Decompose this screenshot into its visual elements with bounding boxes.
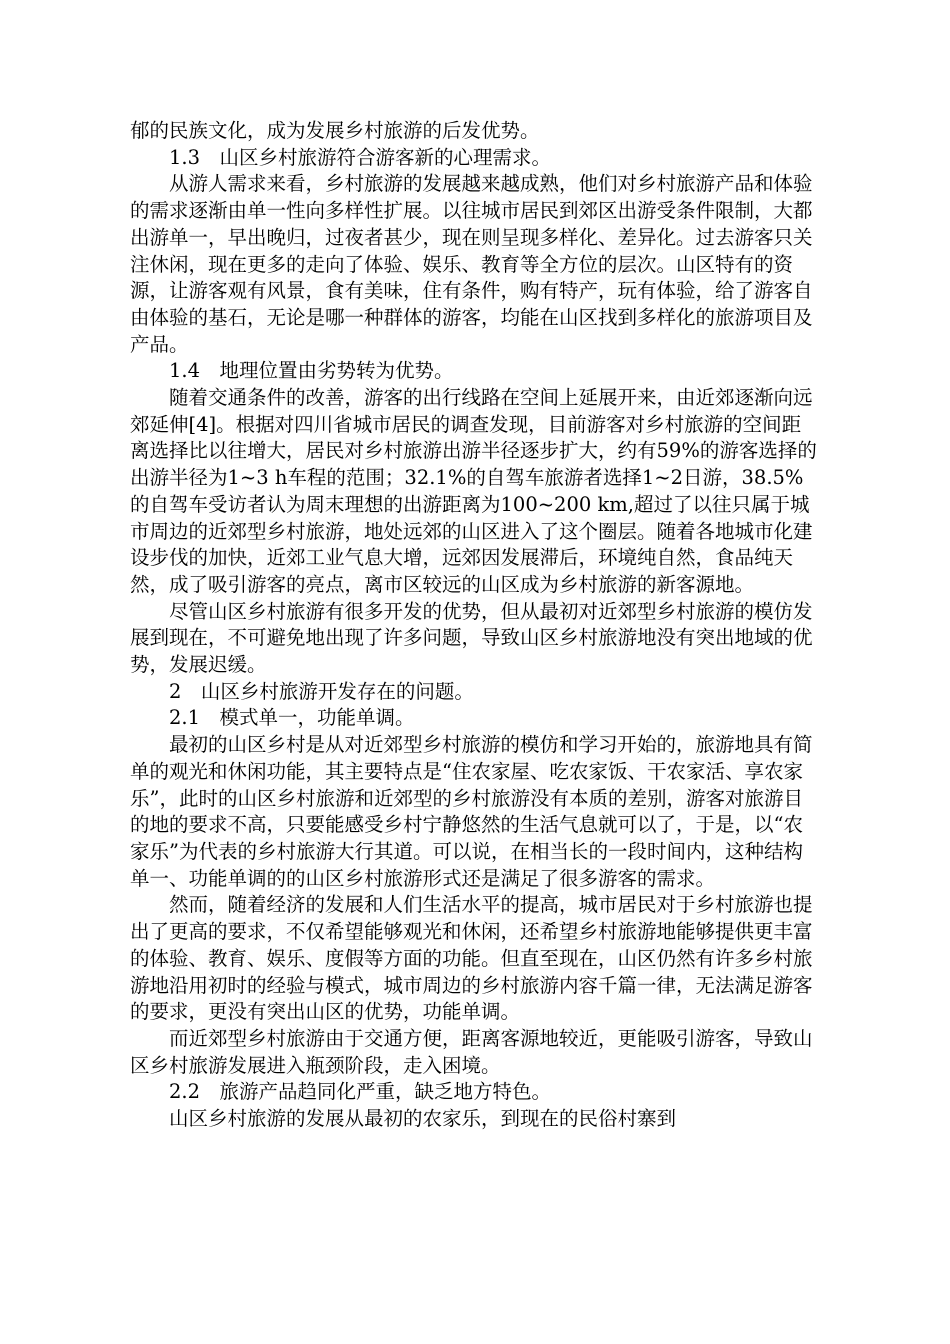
paragraph-higher-demand: 然而，随着经济的发展和人们生活水平的提高，城市居民对于乡村旅游也提出了更高的要求，不仅希望能够观光和休闲，还希望乡村旅游地能够提供更丰富的体验、教育、娱乐、度假等方面的功能。但直至现在，山区仍然有许多乡村旅游地沿用初时的经验与模式，城市周边的乡村旅游内容千篇一律，无法满足游客的要求，更没有突出山区的优势，功能单调。 <box>130 893 813 1024</box>
section-heading-2-2: 2.2 旅游产品趋同化严重，缺乏地方特色。 <box>169 1080 552 1104</box>
section-heading-1-3: 1.3 山区乡村旅游符合游客新的心理需求。 <box>169 145 552 169</box>
paragraph-product-homogenization: 山区乡村旅游的发展从最初的农家乐，到现在的民俗村寨到 <box>169 1107 677 1131</box>
paragraph-continuation: 郁的民族文化，成为发展乡村旅游的后发优势。 <box>130 119 540 142</box>
paragraph-problems-intro: 尽管山区乡村旅游有很多开发的优势，但从最初对近郊型乡村旅游的模仿发展到现在，不可避免地出现了许多问题，导致山区乡村旅游地没有突出地域的优势，发展迟缓。 <box>130 599 813 677</box>
paragraph-tourist-demand: 从游人需求来看，乡村旅游的发展越来越成熟，他们对乡村旅游产品和体验的需求逐渐由单一性向多样性扩展。以往城市居民到郊区出游受条件限制，大都出游单一，早出晚归，过夜者甚少，现在则呈现多样化、差异化。过去游客只关注休闲，现在更多的走向了体验、娱乐、教育等全方位的层次。山区特有的资源，让游客观有风景，食有美味，住有条件，购有特产，玩有体验，给了游客自由体验的基石，无论是哪一种群体的游客，均能在山区找到多样化的旅游项目及产品。 <box>130 172 813 356</box>
section-heading-2-1: 2.1 模式单一，功能单调。 <box>169 706 415 730</box>
document-page <box>130 118 820 1133</box>
paragraph-single-mode: 最初的山区乡村是从对近郊型乡村旅游的模仿和学习开始的，旅游地具有简单的观光和休闲功能，其主要特点是“住农家屋、吃农家饭、干农家活、享农家乐”，此时的山区乡村旅游和近郊型的乡村旅游没有本质的差别，游客对旅游目的地的要求不高，只要能感受乡村宁静悠然的生活气息就可以了，于是，以“农家乐”为代表的乡村旅游大行其道。可以说，在相当长的一段时间内，这种结构单一、功能单调的的山区乡村旅游形式还是满足了很多游客的需求。 <box>130 733 813 890</box>
paragraph-bottleneck: 而近郊型乡村旅游由于交通方便，距离客源地较近，更能吸引游客，导致山区乡村旅游发展进入瓶颈阶段，走入困境。 <box>130 1026 813 1077</box>
section-heading-2: 2 山区乡村旅游开发存在的问题。 <box>169 679 474 703</box>
paragraph-transport: 随着交通条件的改善，游客的出行线路在空间上延展开来，由近郊逐渐向远郊延伸[4]。根据对四川省城市居民的调查发现，目前游客对乡村旅游的空间距离选择比以往增大，居民对乡村旅游出游半径逐步扩大，约有59%的游客选择的出游半径为1~3 h车程的范围；32.1%的自驾车旅游者选择1~2日游，38.5%的自驾车受访者认为周末理想的出游距离为100~200 km,超过了以往只属于城市周边的近郊型乡村旅游，地处远郊的山区进入了这个圈层。随着各地城市化建设步伐的加快，近郊工业气息大增，远郊因发展滞后，环境纯自然，食品纯天然，成了吸引游客的亮点，离市区较远的山区成为乡村旅游的新客源地。 <box>130 386 817 596</box>
section-heading-1-4: 1.4 地理位置由劣势转为优势。 <box>169 359 454 383</box>
